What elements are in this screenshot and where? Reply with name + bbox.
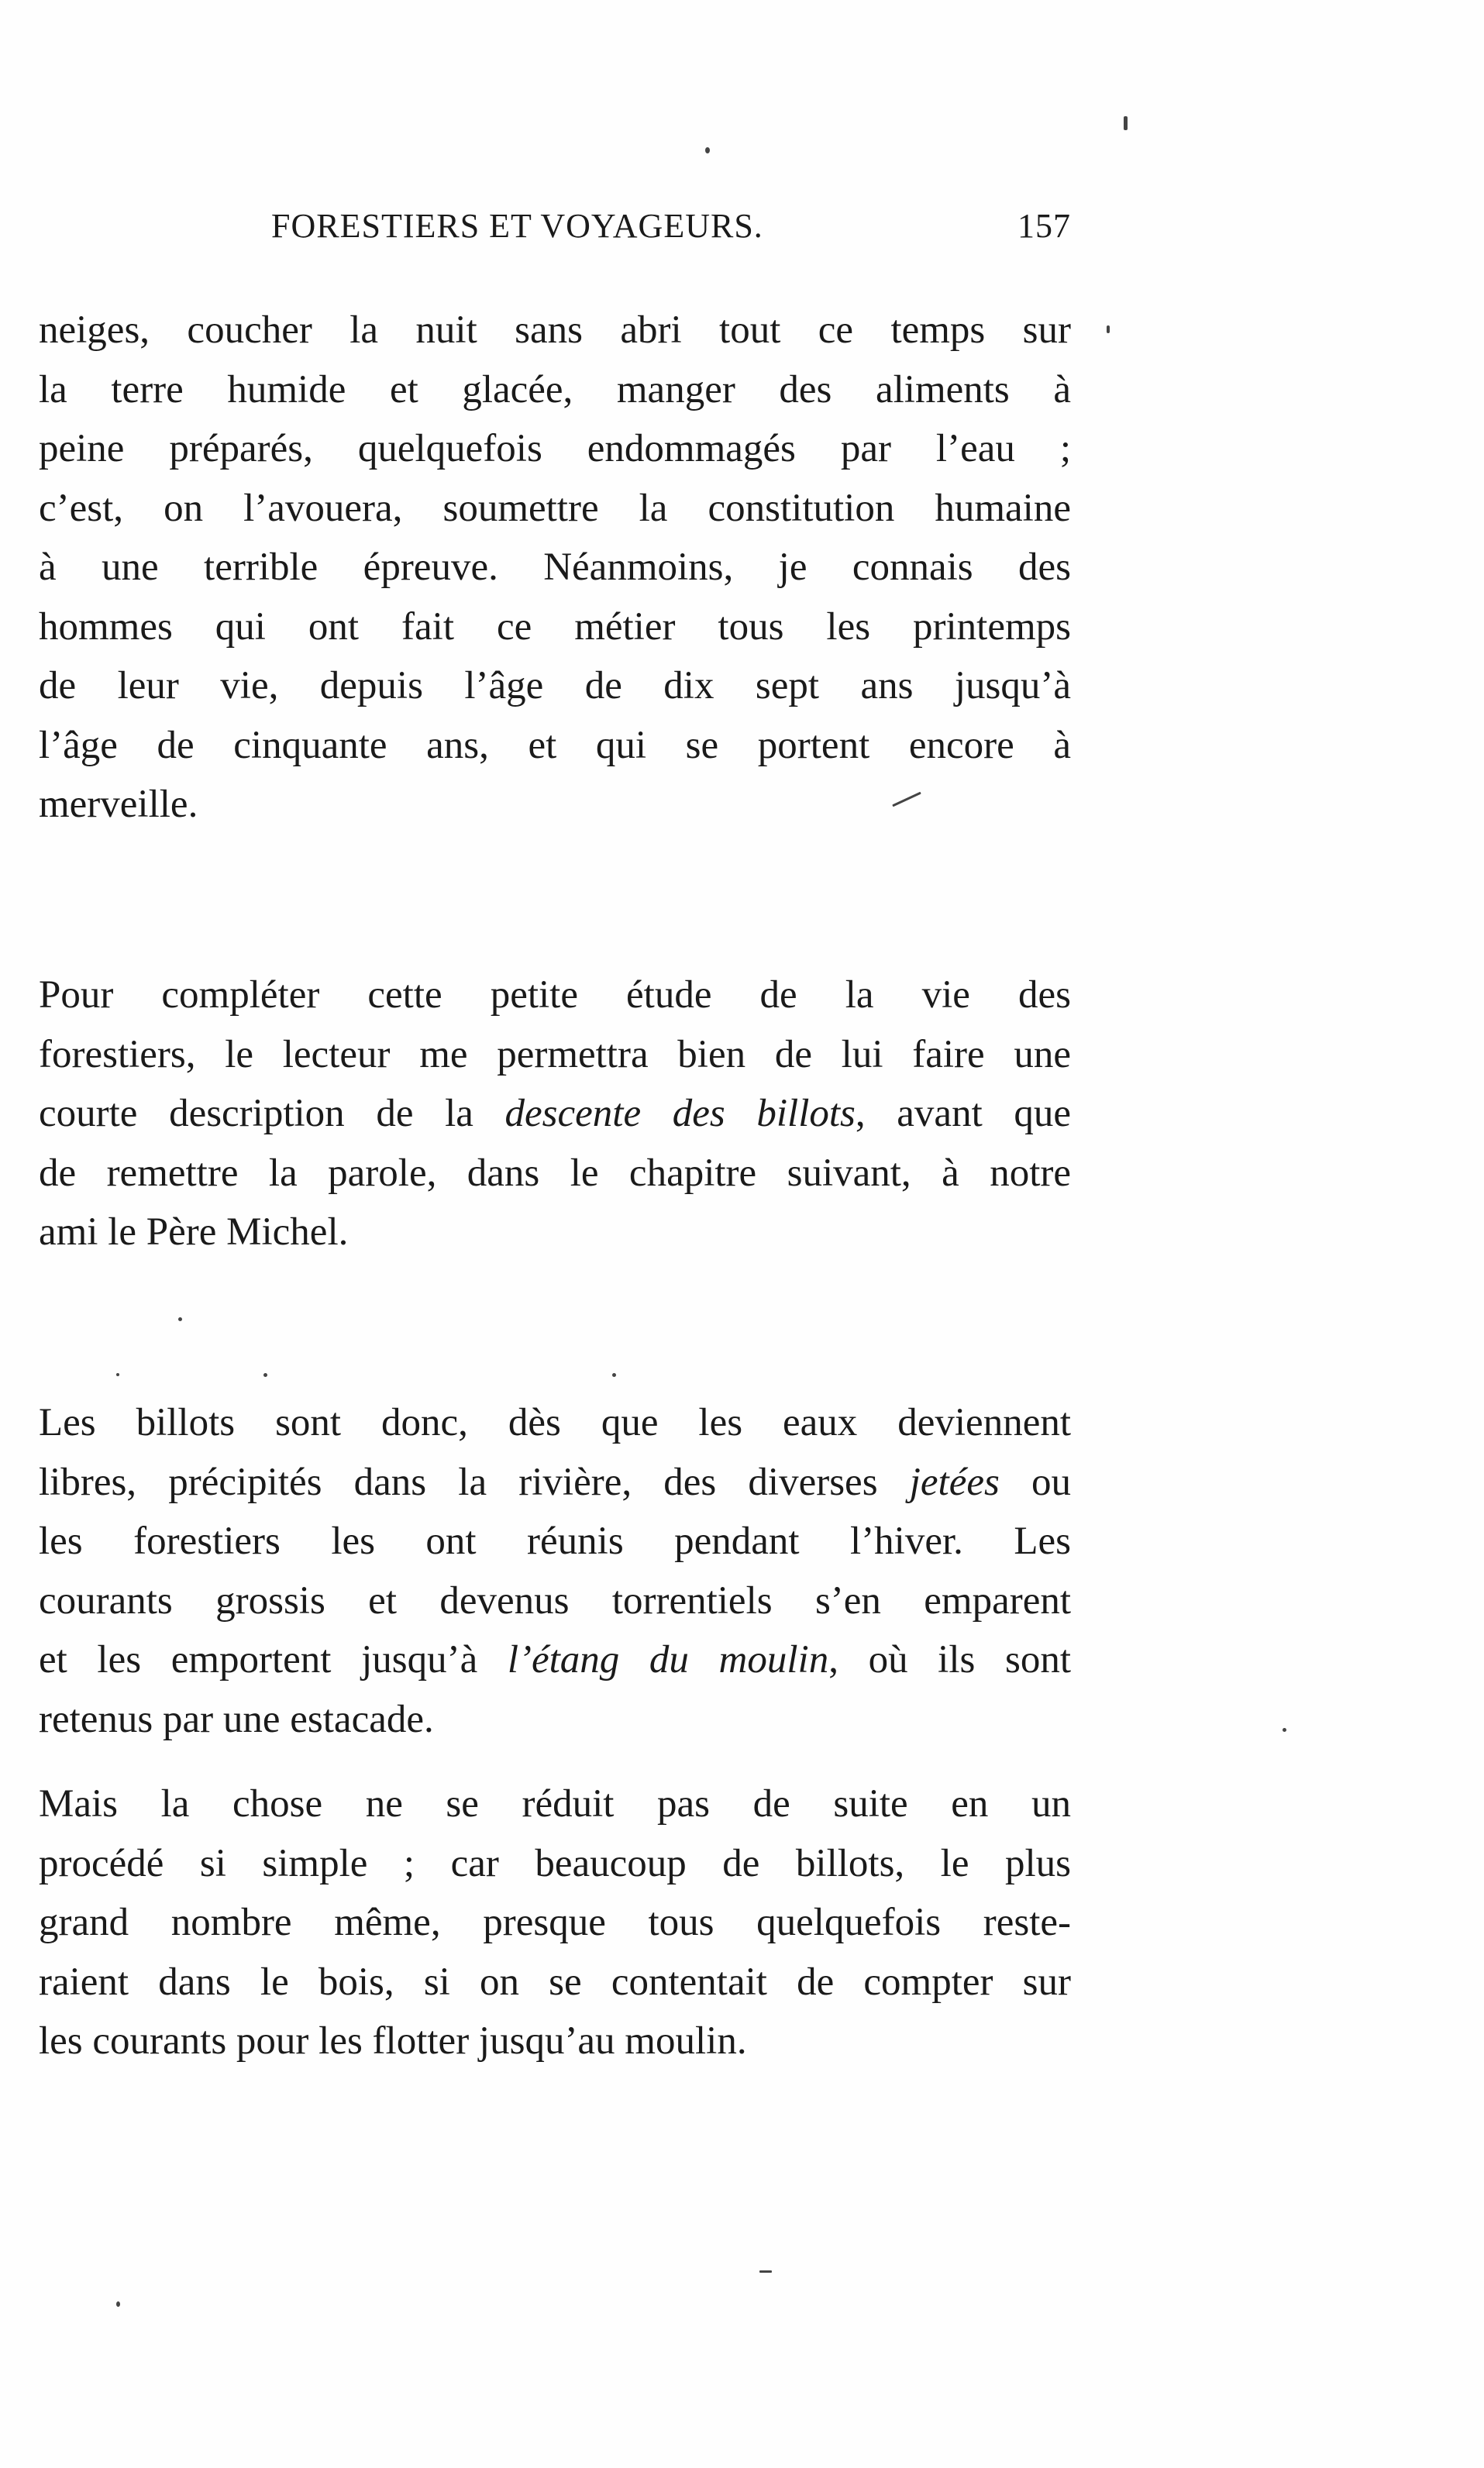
text-line: grand nombre même, presque tous quelquefois reste- bbox=[39, 1901, 1071, 1944]
text-line: à une terrible épreuve. Néanmoins, je connais des bbox=[39, 546, 1071, 589]
text-line: merveille. bbox=[39, 783, 198, 826]
text-segment: ou bbox=[999, 1460, 1071, 1504]
paragraph-2 bbox=[39, 966, 1071, 1262]
paragraph-3 bbox=[39, 1393, 1071, 1749]
text-line: les forestiers les ont réunis pendant l’hiver. Les bbox=[39, 1520, 1071, 1563]
text-line: Les billots sont donc, dès que les eaux deviennent bbox=[39, 1401, 1071, 1444]
scan-speck bbox=[759, 2270, 772, 2273]
scan-speck bbox=[178, 1317, 182, 1321]
text-line: Mais la chose ne se réduit pas de suite en un bbox=[39, 1782, 1071, 1826]
italic-term: jetées bbox=[909, 1460, 1000, 1504]
text-line-with-italic bbox=[39, 1453, 1071, 1513]
text-line: retenus par une estacade. bbox=[39, 1697, 434, 1741]
text-line: forestiers, le lecteur me permettra bien de lui faire une bbox=[39, 1032, 1071, 1076]
scan-speck bbox=[116, 2301, 120, 2307]
text-segment: libres, précipités dans la rivière, des diverses bbox=[39, 1460, 910, 1504]
text-line: Pour compléter cette petite étude de la vie des bbox=[39, 973, 1071, 1017]
scan-speck bbox=[1107, 325, 1110, 333]
text-line: courants grossis et devenus torrentiels s’en emparent bbox=[39, 1578, 1071, 1623]
italic-term: descente des billots bbox=[504, 1092, 856, 1135]
text-line: les courants pour les flotter jusqu’au moulin. bbox=[39, 2019, 747, 2063]
scan-speck bbox=[116, 1373, 119, 1376]
text-line: ami le Père Michel. bbox=[39, 1210, 349, 1254]
text-line: procédé si simple ; car beaucoup de billots, le plus bbox=[39, 1841, 1071, 1885]
text-line: c’est, on l’avouera, soumettre la constitution humaine bbox=[39, 486, 1071, 530]
text-line: hommes qui ont fait ce métier tous les printemps bbox=[39, 604, 1071, 649]
scan-speck bbox=[612, 1373, 616, 1377]
text-segment: courte description de la bbox=[39, 1092, 505, 1135]
paragraph-1 bbox=[39, 301, 1071, 835]
running-header bbox=[39, 206, 1071, 253]
scan-speck bbox=[1124, 116, 1128, 130]
text-segment: et les emportent jusqu’à bbox=[39, 1638, 508, 1681]
paragraph-4 bbox=[39, 1774, 1071, 2071]
text-line: la terre humide et glacée, manger des aliments à bbox=[39, 367, 1071, 411]
italic-term: l’étang du moulin bbox=[507, 1638, 829, 1681]
scan-speck bbox=[263, 1373, 267, 1377]
text-segment: , où ils sont bbox=[828, 1638, 1071, 1681]
scan-speck bbox=[1283, 1728, 1286, 1732]
text-line: de leur vie, depuis l’âge de dix sept ans jusqu’à bbox=[39, 664, 1071, 707]
scan-speck bbox=[705, 147, 710, 153]
text-line: raient dans le bois, si on se contentait de compter sur bbox=[39, 1960, 1071, 2004]
text-line: l’âge de cinquante ans, et qui se portent encore à bbox=[39, 723, 1071, 767]
text-line: peine préparés, quelquefois endommagés par l’eau ; bbox=[39, 427, 1071, 470]
page-number: 157 bbox=[1017, 207, 1071, 245]
text-line: de remettre la parole, dans le chapitre suivant, à notre bbox=[39, 1151, 1071, 1195]
text-segment: , avant que bbox=[855, 1092, 1071, 1135]
text-line-with-italic bbox=[39, 1630, 1071, 1690]
text-line-with-italic bbox=[39, 1084, 1071, 1144]
running-title: FORESTIERS ET VOYAGEURS. bbox=[271, 207, 763, 245]
text-line: neiges, coucher la nuit sans abri tout ce temps sur bbox=[39, 308, 1071, 352]
